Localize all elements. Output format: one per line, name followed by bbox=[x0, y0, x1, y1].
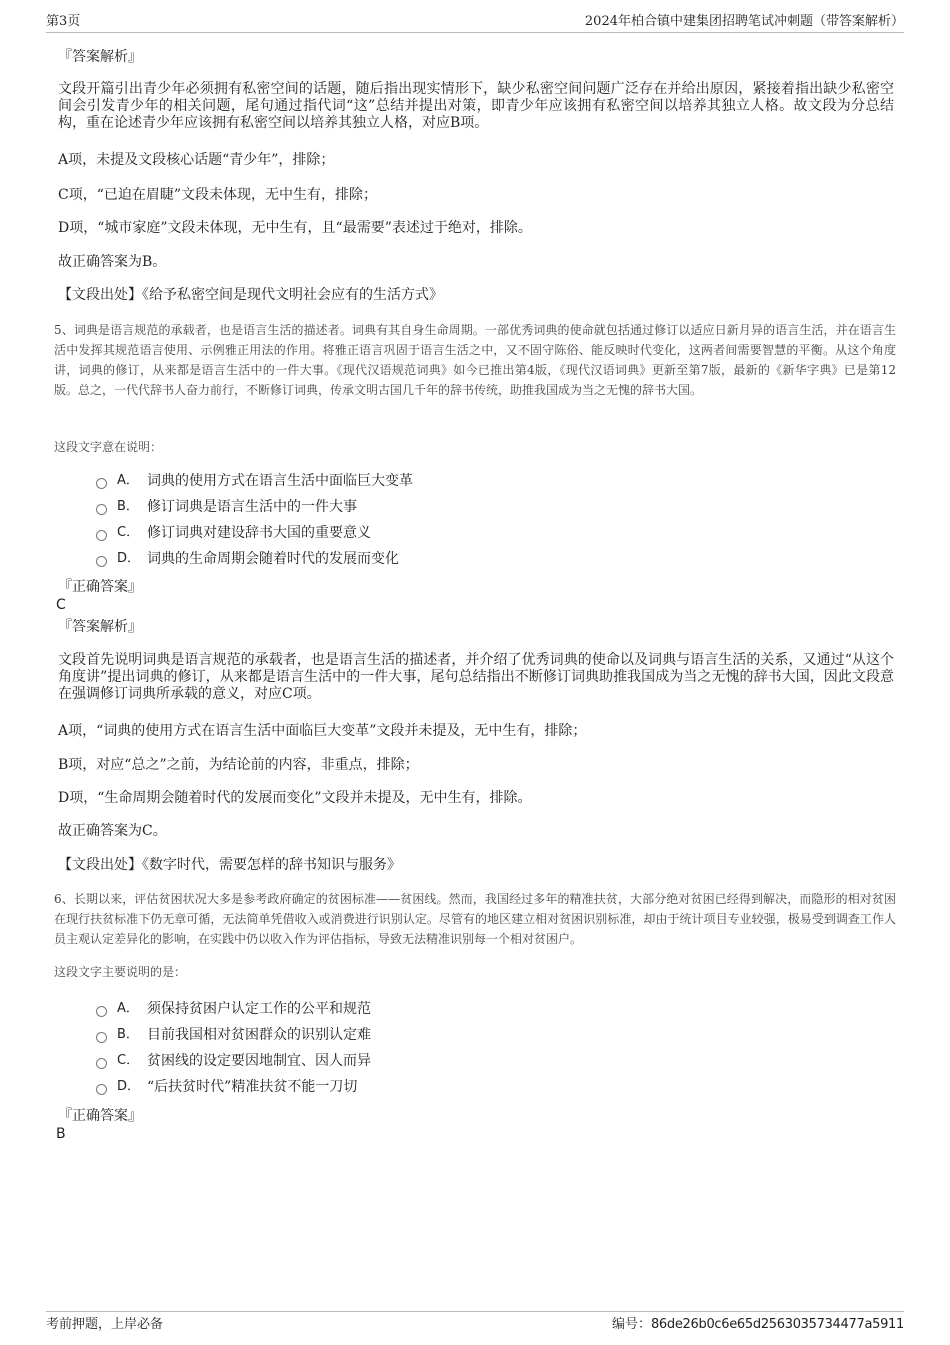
correct-answer: B bbox=[56, 1126, 66, 1142]
answer-label: 『正确答案』 bbox=[58, 1108, 142, 1124]
analysis-label: 『答案解析』 bbox=[58, 49, 142, 65]
question-5-option-c[interactable] bbox=[96, 524, 371, 542]
option-letter: C． bbox=[117, 1053, 140, 1068]
option-text: 修订词典是语言生活中的一件大事 bbox=[147, 499, 357, 515]
option-letter: A． bbox=[117, 1001, 139, 1016]
radio-icon[interactable] bbox=[96, 1058, 107, 1069]
question-6-prompt: 这段文字主要说明的是： bbox=[54, 965, 187, 979]
code-value: 86de26b0c6e65d2563035734477a5911 bbox=[650, 1317, 904, 1332]
option-text: 修订词典对建设辞书大国的重要意义 bbox=[147, 525, 371, 541]
analysis-option-d: D项，“城市家庭”文段未体现，无中生有，且“最需要”表述过于绝对，排除。 bbox=[58, 220, 532, 236]
passage-source: 【文段出处】《数字时代，需要怎样的辞书知识与服务》 bbox=[58, 857, 401, 873]
correct-answer: C bbox=[56, 597, 66, 613]
option-letter: A． bbox=[117, 473, 139, 488]
radio-icon[interactable] bbox=[96, 1084, 107, 1095]
radio-icon[interactable] bbox=[96, 504, 107, 515]
analysis-option-a: A项，“词典的使用方式在语言生活中面临巨大变革”文段并未提及，无中生有，排除； bbox=[58, 723, 587, 739]
question-5-option-a[interactable] bbox=[96, 472, 413, 490]
question-6-option-d[interactable] bbox=[96, 1078, 357, 1096]
analysis-conclusion: 故正确答案为B。 bbox=[58, 254, 167, 270]
answer-label: 『正确答案』 bbox=[58, 579, 142, 595]
radio-icon[interactable] bbox=[96, 478, 107, 489]
radio-icon[interactable] bbox=[96, 556, 107, 567]
page-header bbox=[46, 14, 904, 33]
question-5-prompt: 这段文字意在说明： bbox=[54, 440, 163, 454]
option-text: 词典的使用方式在语言生活中面临巨大变革 bbox=[147, 473, 413, 489]
option-letter: D． bbox=[117, 1079, 141, 1094]
analysis-conclusion: 故正确答案为C。 bbox=[58, 823, 167, 839]
footer-slogan: 考前押题，上岸必备 bbox=[46, 1317, 164, 1332]
question-6-option-b[interactable] bbox=[96, 1026, 371, 1044]
option-text: “后扶贫时代”精准扶贫不能一刀切 bbox=[147, 1079, 358, 1095]
analysis-option-d: D项，“生命周期会随着时代的发展而变化”文段并未提及，无中生有，排除。 bbox=[58, 790, 532, 806]
option-text: 须保持贫困户认定工作的公平和规范 bbox=[147, 1001, 371, 1017]
question-5-option-d[interactable] bbox=[96, 550, 399, 568]
page-number: 第3页 bbox=[46, 14, 81, 29]
page-footer bbox=[46, 1311, 904, 1336]
passage-source: 【文段出处】《给予私密空间是现代文明社会应有的生活方式》 bbox=[58, 287, 443, 303]
question-5-option-b[interactable] bbox=[96, 498, 357, 516]
analysis-label: 『答案解析』 bbox=[58, 619, 142, 635]
option-letter: D． bbox=[117, 551, 141, 566]
document-code bbox=[612, 1317, 904, 1333]
question-6-option-a[interactable] bbox=[96, 1000, 371, 1018]
option-letter: B． bbox=[117, 499, 139, 514]
radio-icon[interactable] bbox=[96, 1006, 107, 1017]
analysis-option-c: C项，“已迫在眉睫”文段未体现，无中生有，排除； bbox=[58, 187, 378, 203]
question-6-text: 6、长期以来，评估贫困状况大多是参考政府确定的贫困标准——贫困线。然而，我国经过多年的精准扶贫，大部分绝对贫困已经得到解决，而隐形的相对贫困在现行扶贫标准下仍无章可循，无法简单凭借收入或消费进行识别认定。尽管有的地区建立相对贫困识别标准，却由于统计项目专业较强，极易受到调查工作人员主观认定差异化的影响，在实践中仍以收入作为评估指标，导致无法精准识别每一个相对贫困户。 bbox=[54, 892, 896, 946]
option-letter: C． bbox=[117, 525, 140, 540]
analysis-text: 文段首先说明词典是语言规范的承载者，也是语言生活的描述者，并介绍了优秀词典的使命以及词典与语言生活的关系，又通过“从这个角度讲”提出词典的修订，从来都是语言生活中的一件大事，尾句总结指出不断修订词典助推我国成为当之无愧的辞书大国，因此文段意在强调修订词典所承载的意义，对应C项。 bbox=[58, 652, 894, 702]
radio-icon[interactable] bbox=[96, 530, 107, 541]
question-6-option-c[interactable] bbox=[96, 1052, 371, 1070]
option-text: 贫困线的设定要因地制宜、因人而异 bbox=[147, 1053, 371, 1069]
radio-icon[interactable] bbox=[96, 1032, 107, 1043]
document-title: 2024年柏合镇中建集团招聘笔试冲刺题（带答案解析） bbox=[584, 14, 904, 29]
option-letter: B． bbox=[117, 1027, 139, 1042]
option-text: 词典的生命周期会随着时代的发展而变化 bbox=[147, 551, 399, 567]
analysis-option-b: B项，对应“总之”之前，为结论前的内容，非重点，排除； bbox=[58, 757, 419, 773]
analysis-option-a: A项，未提及文段核心话题“青少年”，排除； bbox=[58, 152, 335, 168]
question-5-text: 5、词典是语言规范的承载者，也是语言生活的描述者。词典有其自身生命周期。一部优秀词典的使命就包括通过修订以适应日新月异的语言生活，并在语言生活中发挥其规范语言使用、示例雅正用法的作用。将雅正语言巩固于语言生活之中，又不固守陈俗、能反映时代变化，这两者间需要智慧的平衡。从这个角度讲，词典的修订，从来都是语言生活中的一件大事。《现代汉语规范词典》如今已推出第4版，《现代汉语词典》更新至第7版，最新的《新华字典》已是第12版。总之，一代代辞书人奋力前行，不断修订词典，传承文明古国几千年的辞书传统，助推我国成为当之无愧的辞书大国。 bbox=[54, 323, 896, 397]
option-text: 目前我国相对贫困群众的识别认定难 bbox=[147, 1027, 371, 1043]
analysis-text: 文段开篇引出青少年必须拥有私密空间的话题，随后指出现实情形下，缺少私密空间问题广泛存在并给出原因，紧接着指出缺少私密空间会引发青少年的相关问题，尾句通过指代词“这”总结并提出对策，即青少年应该拥有私密空间以培养其独立人格。故文段为分总结构，重在论述青少年应该拥有私密空间以培养其独立人格，对应B项。 bbox=[58, 81, 894, 131]
code-label: 编号： bbox=[611, 1317, 651, 1332]
